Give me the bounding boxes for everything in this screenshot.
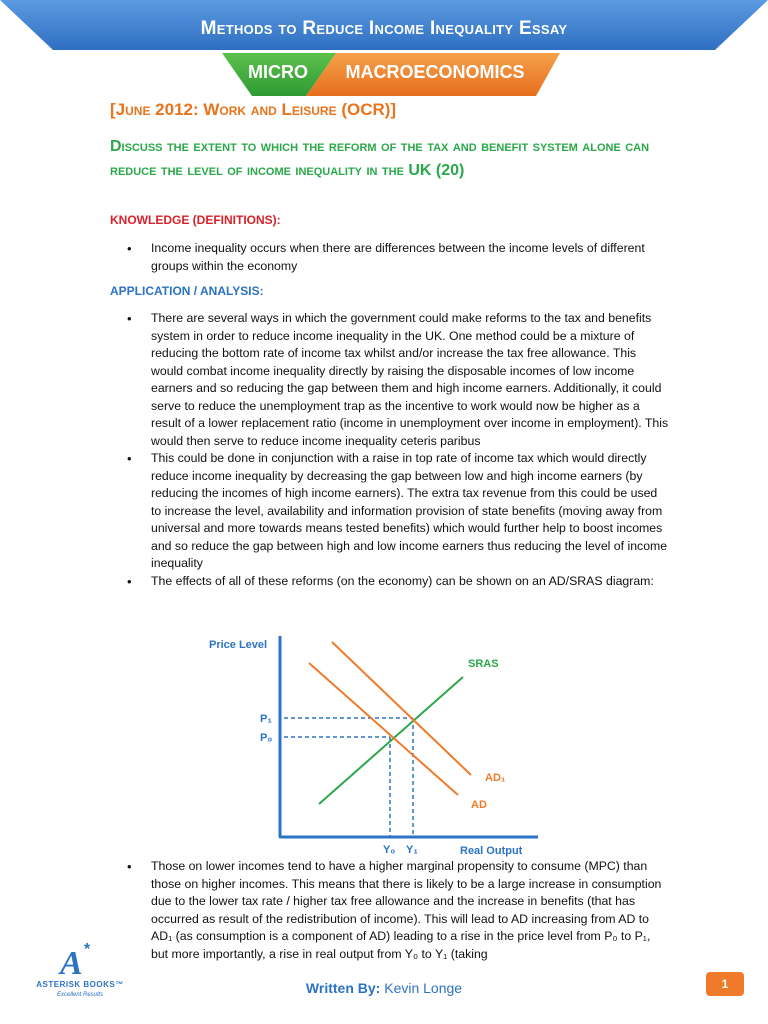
application-list [110,310,670,590]
list-item: • There are several ways in which the government could make reforms to the tax and benefits system in order to reduce income inequality in the UK. One method could be a mixture of reducing the bottom rate of income tax whilst and/or increase the tax free allowance. This would combat income inequality directly by raising the disposable incomes of low income earners and so reducing the gap between them and high income earners. Additionally, it could serve to reduce the unemployment trap as the incentive to work would now be higher as a result of a lower replacement ratio (income in unemployment over income in employment). This would then serve to reduce income inequality ceteris paribus [127,311,669,448]
bullet-icon: • [127,859,132,874]
y-axis-label: Price Level [209,639,268,651]
svg-text:A: A [60,945,83,980]
p1-tick-label: P₁ [260,713,272,725]
header-banner [0,0,768,100]
svg-text:*: * [84,941,91,958]
tab-macroeconomics: MACROECONOMICS [345,62,525,82]
bullet-icon: • [127,241,132,256]
ad1-curve [332,642,471,775]
page-title: Methods to Reduce Income Inequality Essay [200,18,568,39]
list-item: • The effects of all of these reforms (on the economy) can be shown on an AD/SRAS diagram: [127,573,654,589]
written-by-label: Written By: [305,980,381,996]
p0-tick-label: P₀ [260,732,273,744]
exam-reference: [June 2012: Work and Leisure (OCR)] [110,100,397,119]
list-item: • Those on lower incomes tend to have a higher marginal propensity to consume (MPC) than those on higher incomes. This means that there is likely to be a large increase in consumption due to the lower tax rate / higher tax free allowance and the increase in benefits (that has occurred as result of the redistribution of income). This will lead to AD increasing from AD to AD₁ (as consumption is a component of AD) leading to a rise in the price level from P₀ to P₁, but more importantly, a rise in real output from Y₀ to Y₁ (taking [127,859,662,961]
sras-label: SRAS [468,658,499,670]
logo-tagline: Excellent Results [56,992,104,998]
sras-curve [319,677,463,804]
essay-question: Discuss the extent to which the reform of the tax and benefit system alone can reduce the level of income inequality in the UK (20) [110,138,650,179]
ad-label: AD [471,799,487,811]
y0-tick-label: Y₀ [383,844,396,856]
bullet-icon: • [127,451,132,466]
asterisk-books-logo [52,940,112,980]
page-number-badge: 1 [706,972,744,996]
list-item: • This could be done in conjunction with a raise in top rate of income tax which would directly reduce income inequality by decreasing the gap between low and high income earners (by reducing the incomes of high income earners). The extra tax revenue from this could be used to increase the level, availability and information provision of state benefits (moving away from universal and more towards means tested benefits) which would further help to boost incomes and so reduce the gap between high and low income earners thus reducing the level of income inequality [127,451,668,570]
ad-sras-chart [200,632,550,857]
knowledge-list [110,240,670,275]
knowledge-heading: KNOWLEDGE (DEFINITIONS): [110,213,281,227]
y1-tick-label: Y₁ [406,844,418,856]
bullet-icon: • [127,573,132,589]
footer-author [0,980,768,996]
analysis-list-continued [110,858,670,963]
tab-micro: MICRO [248,62,308,82]
logo-name: ASTERISK BOOKS™ [36,980,124,989]
application-heading: APPLICATION / ANALYSIS: [110,284,264,298]
ad-curve [309,663,458,795]
list-item: • Income inequality occurs when there are differences between the income levels of different groups within the economy [127,241,645,273]
author-name: Kevin Longe [384,980,463,996]
x-axis-label: Real Output [460,845,523,857]
bullet-icon: • [127,311,132,326]
ad1-label: AD₁ [485,772,506,784]
